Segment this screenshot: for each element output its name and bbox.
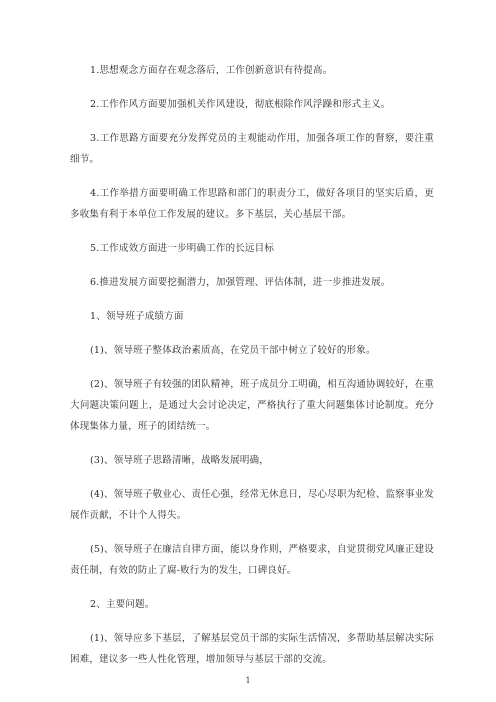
page-number: 1 bbox=[245, 676, 251, 685]
section-heading-problems: 2、主要问题。 bbox=[90, 599, 155, 610]
paragraph-10: (4)、领导班子敬业心、责任心强，经常无休息日，尽心尽职为纪检、监察事业发展作贡献，不计个人得失。 bbox=[70, 489, 434, 521]
paragraph-2: 2.工作作风方面要加强机关作风建设，彻底根除作风浮躁和形式主义。 bbox=[90, 99, 391, 110]
section-heading-leadership: 1、领导班子成绩方面 bbox=[90, 311, 184, 322]
document-body bbox=[70, 60, 434, 683]
paragraph-4: 4.工作举措方面要明确工作思路和部门的职责分工，做好各项目的坚实后盾，更多收集有利于本单位工作发展的建议。多下基层，关心基层干部。 bbox=[70, 188, 434, 220]
paragraph-3: 3.工作思路方面要充分发挥党员的主观能动作用，加强各项工作的督察，要注重细节。 bbox=[70, 133, 434, 165]
paragraph-8: (2)、领导班子有较强的团队精神，班子成员分工明确，相互沟通协调较好，在重大问题决策问题上，是通过大会讨论决定，严格执行了重大问题集体讨论制度。充分体现集体力量，班子的团结统一。 bbox=[70, 379, 434, 432]
paragraph-12: (1)、领导应多下基层，了解基层党员干部的实际生活情况，多帮助基层解决实际困难，建议多一些人性化管理，增加领导与基层干部的交流。 bbox=[70, 633, 434, 665]
paragraph-6: 6.推进发展方面要挖掘潜力，加强管理、评估体制，进一步推进发展。 bbox=[90, 277, 391, 288]
paragraph-5: 5.工作成效方面进一步明确工作的长远目标 bbox=[90, 243, 275, 254]
paragraph-11: (5)、领导班子在廉洁自律方面，能以身作则，严格要求，自觉贯彻党风廉正建设责任制，有效的防止了腐-败行为的发生，口碑良好。 bbox=[70, 544, 434, 576]
paragraph-7: (1)、领导班子整体政治素质高，在党员干部中树立了较好的形象。 bbox=[90, 345, 376, 356]
paragraph-1: 1.思想观念方面存在观念落后，工作创新意识有待提高。 bbox=[90, 65, 333, 76]
paragraph-9: (3)、领导班子思路清晰，战略发展明确， bbox=[90, 455, 269, 466]
